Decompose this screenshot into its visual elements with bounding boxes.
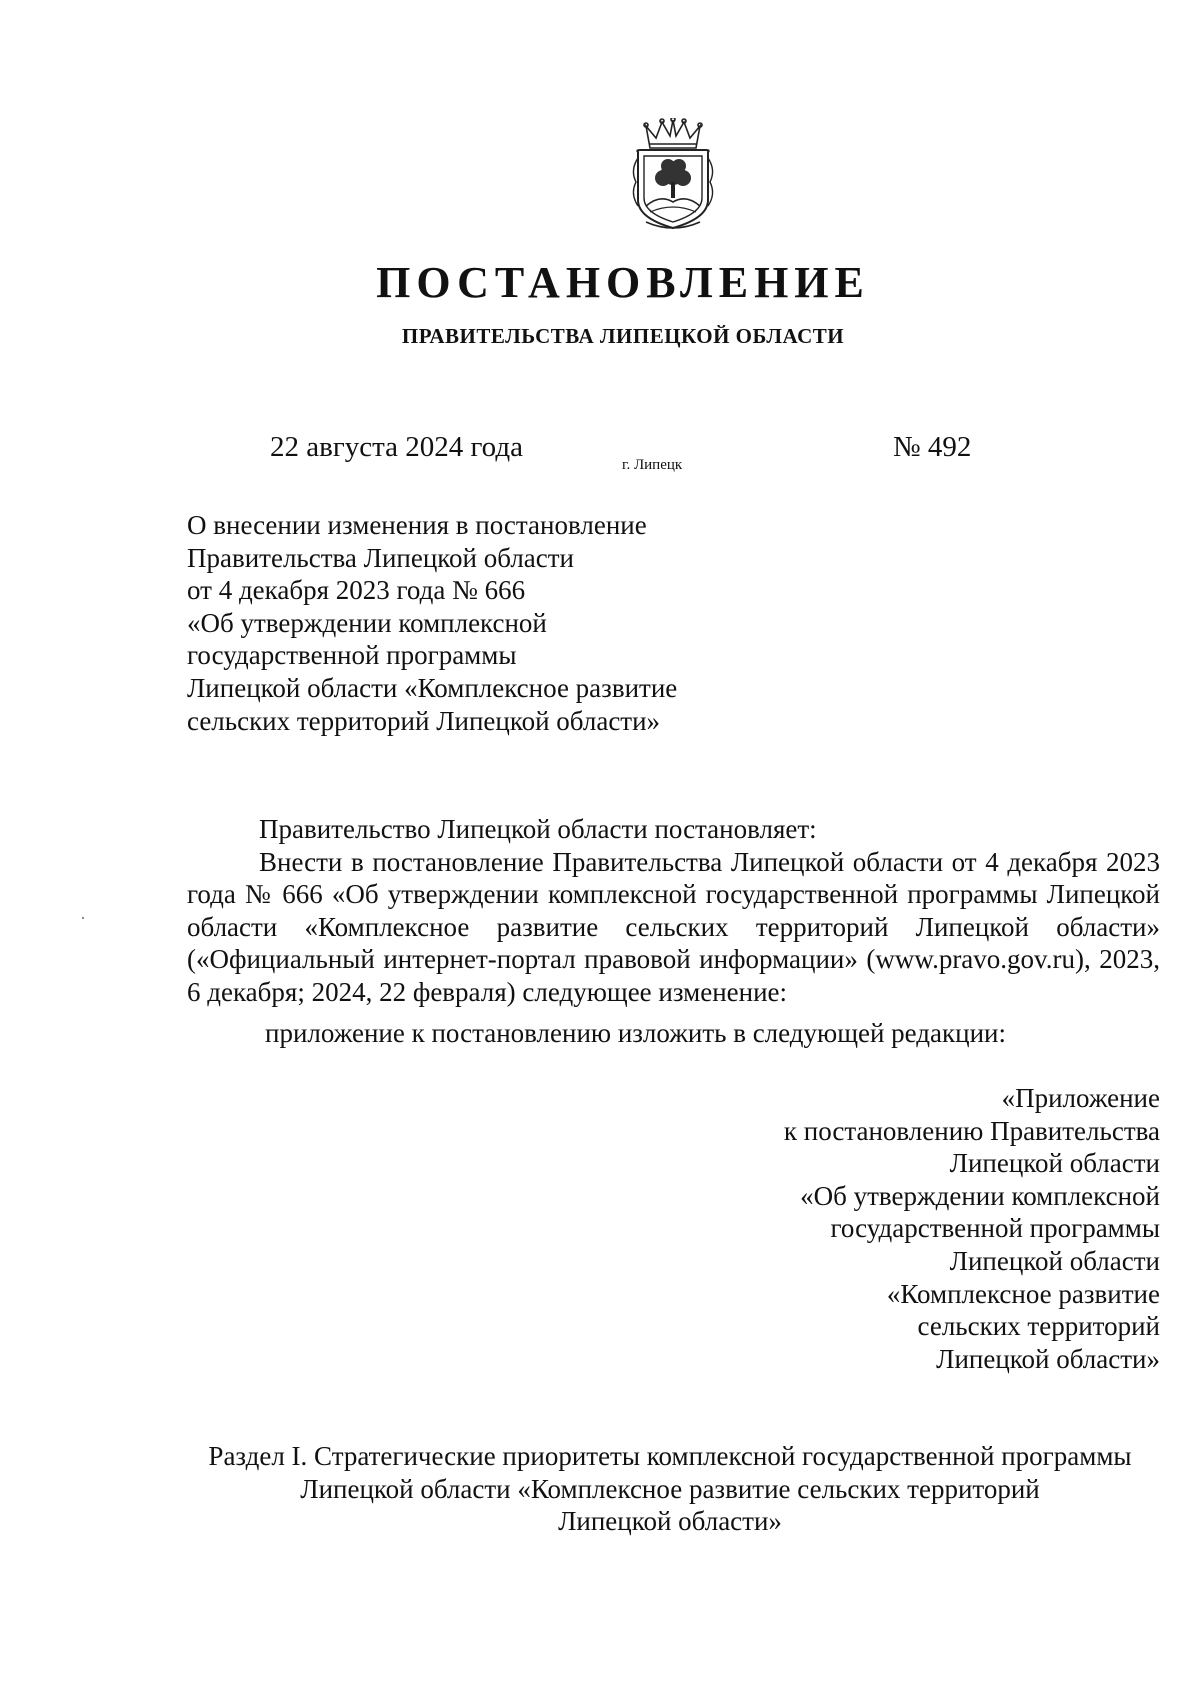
document-subtitle: ПРАВИТЕЛЬСТВА ЛИПЕЦКОЙ ОБЛАСТИ (401, 324, 845, 348)
document-city: г. Липецк (622, 457, 683, 473)
body-paragraph-resolves: Правительство Липецкой области постановляет: (259, 814, 817, 844)
document-body (187, 813, 1160, 1049)
subject-line: сельских территорий Липецкой области» (187, 705, 661, 736)
appendix-line: «Об утверждении комплексной (800, 1180, 1160, 1211)
subject-line: от 4 декабря 2023 года № 666 (187, 575, 526, 606)
document-number: № 492 (893, 431, 972, 463)
appendix-header (784, 1082, 1160, 1375)
section-heading (170, 1440, 1170, 1538)
section-heading-line: Липецкой области «Комплексное развитие сельских территорий (300, 1473, 1040, 1504)
appendix-line: Липецкой области (949, 1245, 1160, 1276)
section-heading-line: Раздел I. Стратегические приоритеты комплексной государственной программы (208, 1441, 1132, 1471)
appendix-line: государственной программы (830, 1213, 1160, 1244)
subject-line: Правительства Липецкой области (187, 542, 575, 573)
appendix-line: «Приложение (1001, 1083, 1160, 1113)
appendix-line: сельских территорий (917, 1311, 1160, 1342)
subject-line: Липецкой области «Комплексное развитие (187, 672, 678, 703)
appendix-line: Липецкой области» (936, 1343, 1160, 1374)
appendix-line: «Комплексное развитие (886, 1278, 1160, 1309)
appendix-line: Липецкой области (949, 1148, 1160, 1179)
subject-line: О внесении изменения в постановление (187, 510, 647, 540)
body-paragraph-appendix-intro: приложение к постановлению изложить в следующей редакции: (265, 1017, 1006, 1048)
coat-of-arms-icon (628, 118, 718, 233)
document-title: ПОСТАНОВЛЕНИЕ (376, 258, 870, 307)
subject-line: государственной программы (187, 640, 517, 671)
document-subject (187, 509, 787, 737)
body-paragraph-amendment: Внести в постановление Правительства Липецкой области от 4 декабря 2023 года № 666 «Об утверждении комплексной государственной программы Липецкой области «Комплексное развитие сельских территорий Липецкой области» («Официальный интернет-портал правовой информации» (www.pravo.gov.ru), 2023, 6 декабря; 2024, 22 февраля) следующее изменение: (187, 846, 1160, 1007)
scan-speck (82, 917, 84, 919)
subject-line: «Об утверждении комплексной (187, 607, 547, 638)
document-date: 22 августа 2024 года (270, 431, 523, 463)
appendix-line: к постановлению Правительства (783, 1115, 1160, 1146)
section-heading-line: Липецкой области» (558, 1506, 782, 1537)
